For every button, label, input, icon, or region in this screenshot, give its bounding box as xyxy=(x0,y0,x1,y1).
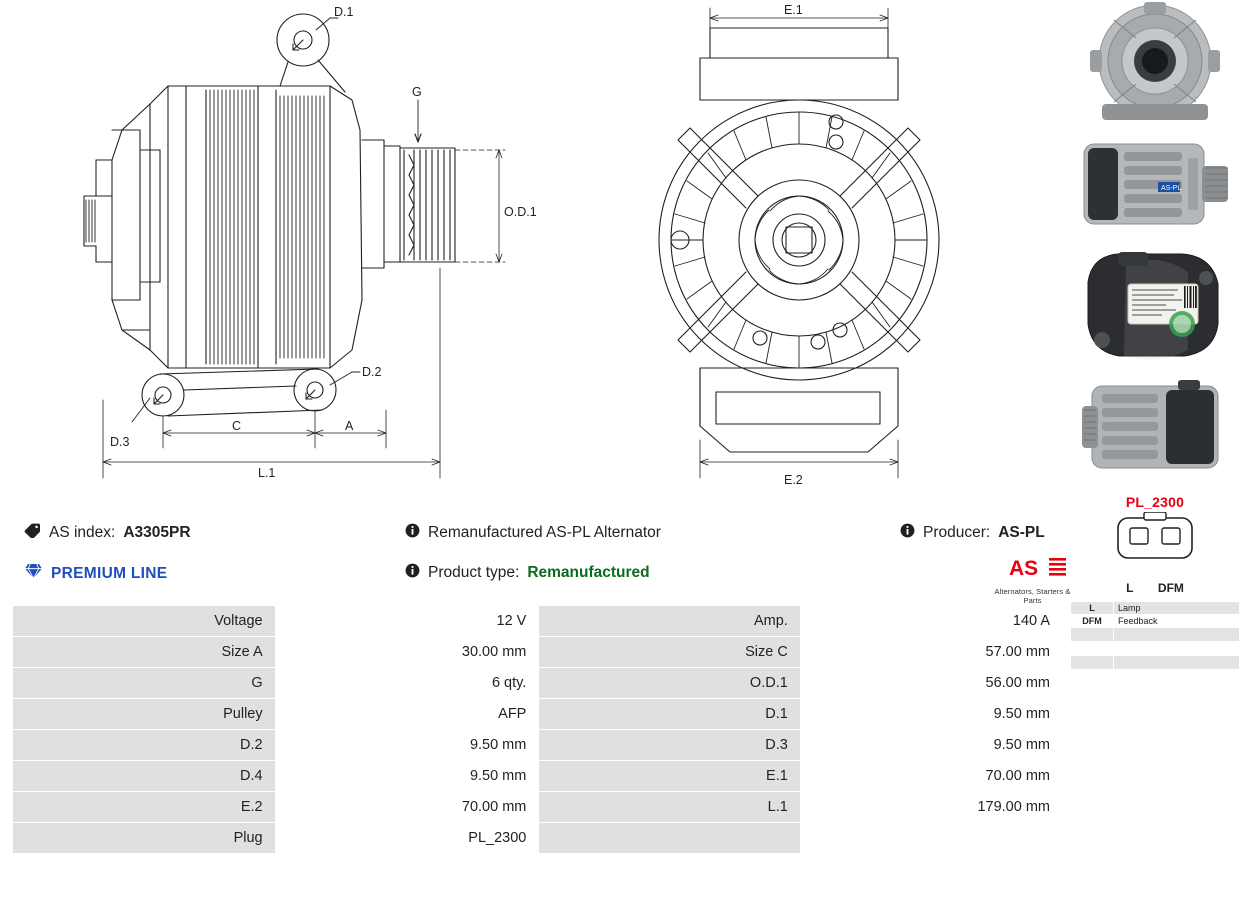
table-row xyxy=(13,699,1063,730)
spec-value: PL_2300 xyxy=(275,823,539,854)
info-icon xyxy=(900,523,915,543)
spec-key: D.4 xyxy=(13,761,276,792)
spec-value: 70.00 mm xyxy=(800,761,1062,792)
as-pl-logo xyxy=(985,555,1080,605)
plug-legend-row-blank xyxy=(1071,656,1240,670)
producer-row xyxy=(900,523,1045,543)
spec-key: Voltage xyxy=(13,606,276,637)
alternator-drawing-svg xyxy=(0,0,1065,500)
technical-drawings xyxy=(0,0,1065,500)
table-row xyxy=(13,606,1063,637)
spec-value: 179.00 mm xyxy=(800,792,1062,823)
spec-value: 30.00 mm xyxy=(275,637,539,668)
plug-legend-table xyxy=(1070,601,1240,670)
tag-icon xyxy=(24,523,41,543)
table-row xyxy=(13,761,1063,792)
spec-key: O.D.1 xyxy=(539,668,800,699)
spec-value: 6 qty. xyxy=(275,668,539,699)
spec-value: 9.50 mm xyxy=(800,699,1062,730)
spec-key: Size C xyxy=(539,637,800,668)
dim-label-a: A xyxy=(345,419,354,433)
table-row xyxy=(13,730,1063,761)
spec-value: 9.50 mm xyxy=(275,730,539,761)
plug-legend-row-blank xyxy=(1071,628,1240,642)
spec-key: Amp. xyxy=(539,606,800,637)
spec-key: Size A xyxy=(13,637,276,668)
premium-line-row xyxy=(24,563,167,584)
plug-pin-right: DFM xyxy=(1157,581,1184,595)
spec-key: Pulley xyxy=(13,699,276,730)
spec-key: Plug xyxy=(13,823,276,854)
product-type-label: Product type: xyxy=(428,564,520,581)
product-info-strip xyxy=(0,505,1075,605)
plug-legend-desc: Feedback xyxy=(1114,615,1240,628)
product-description: Remanufactured AS-PL Alternator xyxy=(428,524,661,541)
dim-label-d3: D.3 xyxy=(110,435,130,449)
specifications-table xyxy=(12,605,1063,854)
product-type-row xyxy=(405,563,650,583)
plug-legend-key: DFM xyxy=(1071,615,1114,628)
spec-key: G xyxy=(13,668,276,699)
as-logo-text: AS xyxy=(1008,557,1038,580)
spec-key-empty xyxy=(539,823,800,854)
dim-label-od1: O.D.1 xyxy=(504,205,537,219)
dim-label-e1: E.1 xyxy=(784,3,803,17)
spec-value: 9.50 mm xyxy=(275,761,539,792)
plug-legend-row-blank xyxy=(1071,642,1240,656)
producer-value: AS-PL xyxy=(998,524,1045,541)
plug-code-label: PL_2300 xyxy=(1125,494,1185,510)
product-photo-side-right[interactable] xyxy=(1066,122,1244,244)
dim-label-l1: L.1 xyxy=(258,466,276,480)
as-index-label: AS index: xyxy=(49,524,116,541)
spec-value: 12 V xyxy=(275,606,539,637)
spec-value-empty xyxy=(800,823,1062,854)
info-icon xyxy=(405,523,420,543)
premium-line-label: PREMIUM LINE xyxy=(51,564,168,582)
product-photo-front[interactable] xyxy=(1066,0,1244,122)
dim-label-d1: D.1 xyxy=(334,5,354,19)
table-row xyxy=(13,637,1063,668)
svg-text:AS-PL: AS-PL xyxy=(1161,185,1182,192)
producer-label: Producer: xyxy=(923,524,991,541)
info-icon xyxy=(405,563,420,583)
diamond-icon xyxy=(24,563,43,584)
spec-value: 57.00 mm xyxy=(800,637,1062,668)
product-photo-label-side[interactable] xyxy=(1066,244,1244,366)
spec-value: 70.00 mm xyxy=(275,792,539,823)
spec-key: L.1 xyxy=(539,792,800,823)
spec-value: 9.50 mm xyxy=(800,730,1062,761)
table-row xyxy=(13,792,1063,823)
spec-key: E.2 xyxy=(13,792,276,823)
table-row xyxy=(13,668,1063,699)
plug-pin-left: L xyxy=(1126,581,1134,595)
plug-legend-desc: Lamp xyxy=(1114,602,1240,615)
product-photo-column xyxy=(1065,0,1245,923)
product-photo-side-left[interactable] xyxy=(1066,366,1244,488)
spec-key: D.1 xyxy=(539,699,800,730)
spec-key: D.3 xyxy=(539,730,800,761)
spec-value: 56.00 mm xyxy=(800,668,1062,699)
product-description-row xyxy=(405,523,661,543)
plug-legend-row xyxy=(1071,602,1240,615)
spec-key: D.2 xyxy=(13,730,276,761)
dim-label-e2: E.2 xyxy=(784,473,803,487)
spec-key: E.1 xyxy=(539,761,800,792)
as-index-value: A3305PR xyxy=(123,524,191,541)
plug-legend-key: L xyxy=(1071,602,1114,615)
as-logo-subtitle: Alternators, Starters & Parts xyxy=(994,587,1071,605)
product-type-value: Remanufactured xyxy=(527,564,650,581)
dim-label-d2: D.2 xyxy=(362,365,382,379)
table-row xyxy=(13,823,1063,854)
spec-value: AFP xyxy=(275,699,539,730)
plug-diagram xyxy=(1066,512,1244,595)
dim-label-c: C xyxy=(232,419,242,433)
dim-label-g: G xyxy=(412,85,422,99)
plug-legend-row xyxy=(1071,615,1240,628)
spec-value: 140 A xyxy=(800,606,1062,637)
as-index-row xyxy=(24,523,191,543)
specifications-table-wrap xyxy=(12,605,1063,854)
